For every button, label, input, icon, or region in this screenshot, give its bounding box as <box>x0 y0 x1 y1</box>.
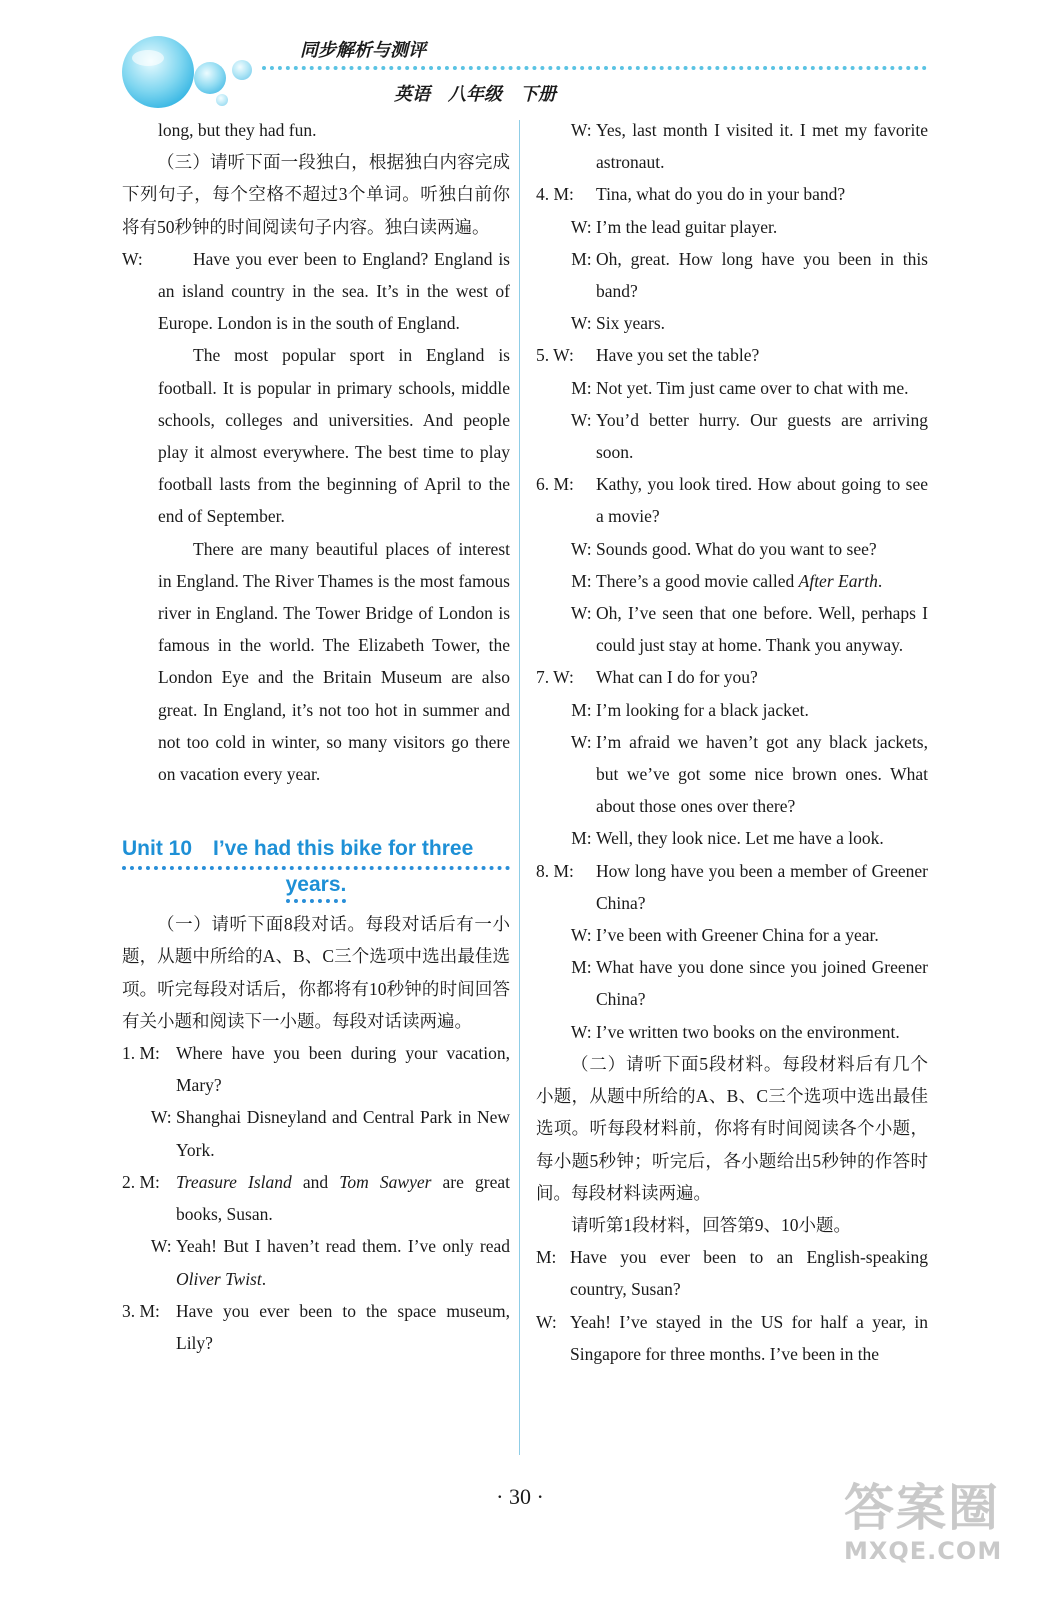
speaker-label: W: <box>536 1311 557 1332</box>
utterance: Have you ever been to an English-speaking country, Susan? <box>570 1247 928 1300</box>
speaker-label: W: <box>570 731 592 752</box>
speaker-label: 3. M: <box>122 1300 160 1321</box>
sub-instruction: 请听第1段材料，回答第9、10小题。 <box>571 1214 851 1235</box>
column-divider <box>519 120 520 1455</box>
unit-heading <box>122 836 510 898</box>
utterance: I’m afraid we haven’t got any black jackets, but we’ve got some nice brown ones. What about those ones over there? <box>596 731 928 817</box>
page-header <box>0 0 1040 120</box>
utterance: Where have you been during your vacation, Mary? <box>176 1043 510 1096</box>
left-column <box>122 114 510 1359</box>
unit-title-line1: Unit 10 I’ve had this bike for three <box>122 836 510 870</box>
utterance: I’m the lead guitar player. <box>596 216 778 237</box>
speaker-label: M: <box>571 570 592 591</box>
dialogue-line <box>536 114 928 178</box>
speaker-label: W: <box>570 216 592 237</box>
paragraph: There are many beautiful places of interest in England. The River Thames is the most famous river in England. The Tower Bridge of London is famous in the world. The Elizabeth Tower, the London Eye and the Britain Museum are also great. In England, it’s not too hot in summer and not too cold in winter, so many visitors go there on vacation every year. <box>158 538 510 785</box>
utterance: Well, they look nice. Let me have a look. <box>596 828 884 849</box>
dialogue-line: W: Yeah! But I haven’t read them. I’ve only read Oliver Twist. <box>150 1236 510 1289</box>
speaker-label: W: <box>570 1021 592 1042</box>
utterance: I’m looking for a black jacket. <box>596 699 809 720</box>
speaker-label: M: <box>536 1247 557 1268</box>
utterance: What can I do for you? <box>596 667 758 688</box>
right-column: W: Yes, last month I visited it. I met my favorite astronaut. 4. M: Tina, what do you do in your band? W: I’m the lead guitar player. M: Oh, great. How long have you been in this band? W: Six years. 5. W: Have you set the table? M: Not yet. Tim just came over to chat with me. W: You’d better hurry. Our guests are arriving soon. 6. M: Kathy, you look tired. How about going to see a movie? W: Sounds good. What do you want to see? M: There’s a good movie called After Earth. W: Oh, I’ve seen that one before. Well, perhaps I could just stay at home. Thank you anyway. 7. W: What can I do for you? M: I’m looking for a black jacket. W: I’m afraid we haven’t got any black jackets, but we’ve got some nice brown ones. What about those ones over there? M: Well, they look nice. Let me have a look. 8. M: How long have you been a member of Greener China? W: I’ve been with Greener China for a year. M: What have you done since you joined Greener China? W: I’ve written two books on the environment. （二）请听下面5段材料。每段材料后有几个小题，从题中所给的A、B、C三个选项中选出最佳选项。听每段材料前，你将有时间阅读各个小题，每小题5秒钟；听完后，各小题给出5秒钟的作答时间。每段材料读两遍。 请听第1段材料，回答第9、10小题。 M: Have you ever been to an English-speaking country, Susan? W: Yeah! I’ve stayed in the US for half a year, in Singapore for three months. I’ve been in the <box>536 114 928 1370</box>
speaker-label: 6. M: <box>536 474 574 495</box>
speaker-label: W: <box>570 603 592 624</box>
book-subtitle: 英语 八年级 下册 <box>394 84 556 105</box>
speaker-label: 8. M: <box>536 860 574 881</box>
book-title: Oliver Twist <box>176 1268 262 1289</box>
book-title: Treasure Island <box>176 1171 292 1192</box>
speaker-label: 4. M: <box>536 184 574 205</box>
section-instruction: （二）请听下面5段材料。每段材料后有几个小题，从题中所给的A、B、C三个选项中选出最佳选项。听每段材料前，你将有时间阅读各个小题，每小题5秒钟；听完后，各小题给出5秒钟的作答时间。每段材料读两遍。 <box>536 1053 928 1203</box>
watermark <box>844 1478 1002 1564</box>
watermark-logo: 答案圈 <box>844 1479 1000 1537</box>
utterance: You’d better hurry. Our guests are arriving soon. <box>596 409 928 463</box>
section-instruction: （三）请听下面一段独白，根据独白内容完成下列句子，每个空格不超过3个单词。听独白前你将有50秒钟的时间阅读句子内容。独白读两遍。 <box>122 152 510 237</box>
utterance: Yeah! I’ve stayed in the US for half a year, in Singapore for three months. I’ve been in the <box>570 1311 928 1364</box>
section-instruction: （一）请听下面8段对话。每段对话后有一小题，从题中所给的A、B、C三个选项中选出最佳选项。听完每段对话后，你都将有10秒钟的时间回答有关小题和阅读下一小题。每段对话读两遍。 <box>122 914 510 1031</box>
watermark-url: MXQE.COM <box>844 1537 1003 1565</box>
speaker-label: M: <box>571 377 592 398</box>
speaker-label: W: <box>122 248 143 269</box>
utterance: Oh, great. How long have you been in this band? <box>596 248 928 302</box>
speaker-label: W: <box>570 538 592 559</box>
speaker-label: 7. W: <box>536 667 574 688</box>
utterance: I’ve been with Greener China for a year. <box>596 925 879 946</box>
text-line: long, but they had fun. <box>158 120 317 140</box>
utterance: Sounds good. What do you want to see? <box>596 538 877 559</box>
page-number: · 30 · <box>496 1484 544 1509</box>
utterance: Not yet. Tim just came over to chat with me. <box>596 377 909 398</box>
paragraph: Have you ever been to England? England is an island country in the sea. It’s in the west of Europe. London is in the south of England. <box>158 248 510 334</box>
paragraph: The most popular sport in England is football. It is popular in primary schools, middle schools, colleges and universities. And people play it almost everywhere. The best time to play football lasts from the beginning of April to the end of September. <box>158 345 510 527</box>
utterance: Oh, I’ve seen that one before. Well, perhaps I could just stay at home. Thank you anyway. <box>596 603 928 656</box>
speaker-label: M: <box>571 248 592 269</box>
utterance: What have you done since you joined Greener China? <box>596 957 928 1010</box>
speaker-label: W: <box>570 925 592 946</box>
header-dotted-rule <box>262 66 927 70</box>
bubbles-logo-icon <box>118 30 268 110</box>
speaker-label: W: <box>150 1236 172 1257</box>
utterance: Tina, what do you do in your band? <box>596 184 846 205</box>
book-title: Tom Sawyer <box>339 1171 432 1192</box>
utterance: Shanghai Disneyland and Central Park in New York. <box>176 1107 510 1160</box>
series-title: 同步解析与测评 <box>300 40 426 61</box>
dialogue-line: 2. M: Treasure Island and Tom Sawyer are great books, Susan. <box>122 1166 510 1230</box>
speaker-label: 1. M: <box>122 1043 160 1064</box>
monologue <box>122 243 510 790</box>
dialogue-line <box>122 1037 510 1101</box>
speaker-label: 2. M: <box>122 1171 160 1192</box>
speaker-label: M: <box>571 699 592 720</box>
utterance: Kathy, you look tired. How about going to see a movie? <box>596 474 928 527</box>
dialogue-line <box>122 1101 510 1165</box>
utterance: I’ve written two books on the environment. <box>596 1021 900 1042</box>
utterance: Six years. <box>596 313 666 334</box>
speaker-label: 5. W: <box>536 345 574 366</box>
movie-title: After Earth <box>798 570 878 591</box>
speaker-label: M: <box>571 828 592 849</box>
utterance: Yes, last month I visited it. I met my favorite astronaut. <box>596 120 928 173</box>
utterance: How long have you been a member of Greener China? <box>596 860 928 913</box>
speaker-label: W: <box>570 313 592 334</box>
speaker-label: M: <box>571 957 592 978</box>
utterance: Have you ever been to the space museum, Lily? <box>176 1300 510 1353</box>
speaker-label: W: <box>570 409 592 430</box>
speaker-label: W: <box>570 120 592 140</box>
dialogue-line <box>122 1295 510 1359</box>
speaker-label: W: <box>150 1107 172 1128</box>
unit-title-line2: years. <box>286 873 347 903</box>
utterance: Have you set the table? <box>596 345 760 366</box>
